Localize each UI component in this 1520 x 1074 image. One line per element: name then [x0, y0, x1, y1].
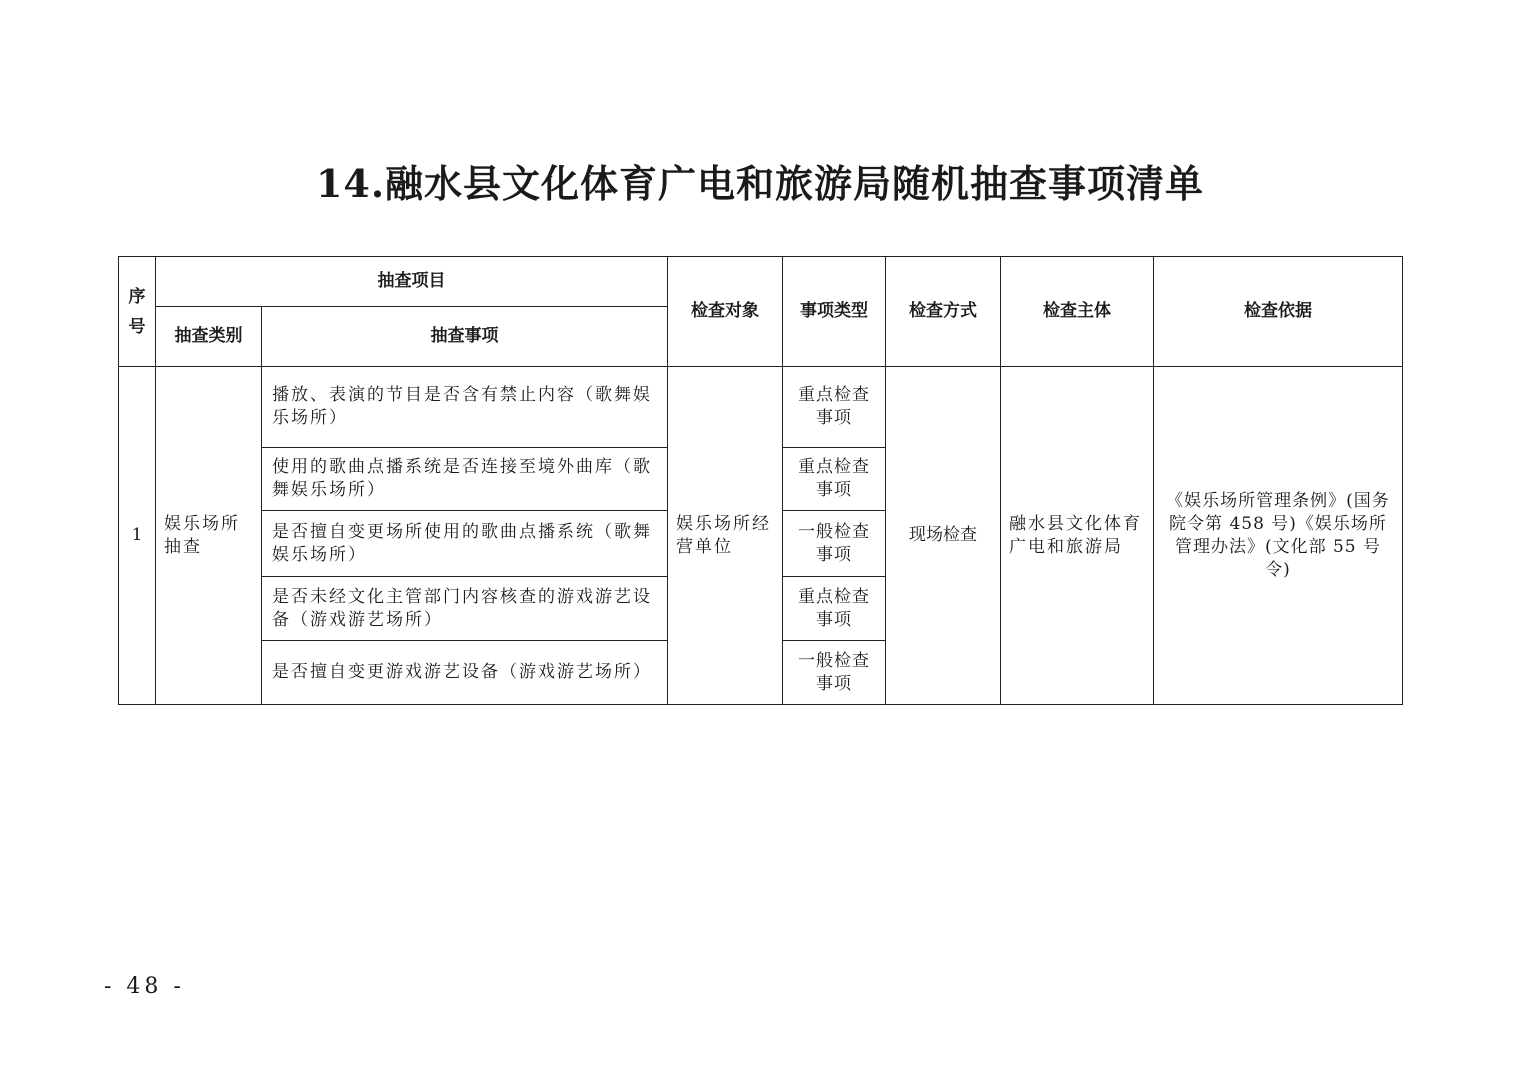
cell-item: 播放、表演的节目是否含有禁止内容（歌舞娱乐场所）: [262, 367, 668, 448]
cell-item-type: 重点检查 事项: [783, 367, 886, 448]
cell-method: 现场检查: [886, 367, 1001, 705]
header-row-1: [119, 257, 1403, 307]
document-title: 14.融水县文化体育广电和旅游局随机抽查事项清单: [315, 161, 1205, 206]
header-category: 抽查类别: [156, 307, 262, 367]
header-method: 检查方式: [886, 257, 1001, 367]
header-seq: 序号: [119, 257, 156, 367]
header-subject: 检查主体: [1001, 257, 1154, 367]
cell-item-type: 一般检查 事项: [783, 641, 886, 705]
header-item: 抽查事项: [262, 307, 668, 367]
cell-seq: 1: [119, 367, 156, 705]
cell-item: 使用的歌曲点播系统是否连接至境外曲库（歌舞娱乐场所）: [262, 448, 668, 511]
cell-item: 是否擅自变更场所使用的歌曲点播系统（歌舞娱乐场所）: [262, 511, 668, 577]
header-project: 抽查项目: [156, 257, 668, 307]
cell-item-type: 重点检查 事项: [783, 577, 886, 641]
cell-basis: 《娱乐场所管理条例》(国务院令第 458 号)《娱乐场所管理办法》(文化部 55 号令): [1154, 367, 1403, 705]
inspection-table: [118, 256, 1403, 705]
cell-item-type: 一般检查 事项: [783, 511, 886, 577]
cell-item-type: 重点检查 事项: [783, 448, 886, 511]
header-item-type: 事项类型: [783, 257, 886, 367]
cell-item: 是否擅自变更游戏游艺设备（游戏游艺场所）: [262, 641, 668, 705]
header-basis: 检查依据: [1154, 257, 1403, 367]
page-number: - 48 -: [104, 974, 185, 999]
cell-subject: 融水县文化体育广电和旅游局: [1001, 367, 1154, 705]
header-target: 检查对象: [668, 257, 783, 367]
table-row: [119, 367, 1403, 448]
cell-target: 娱乐场所经营单位: [668, 367, 783, 705]
cell-category: 娱乐场所抽查: [156, 367, 262, 705]
cell-item: 是否未经文化主管部门内容核查的游戏游艺设备（游戏游艺场所）: [262, 577, 668, 641]
